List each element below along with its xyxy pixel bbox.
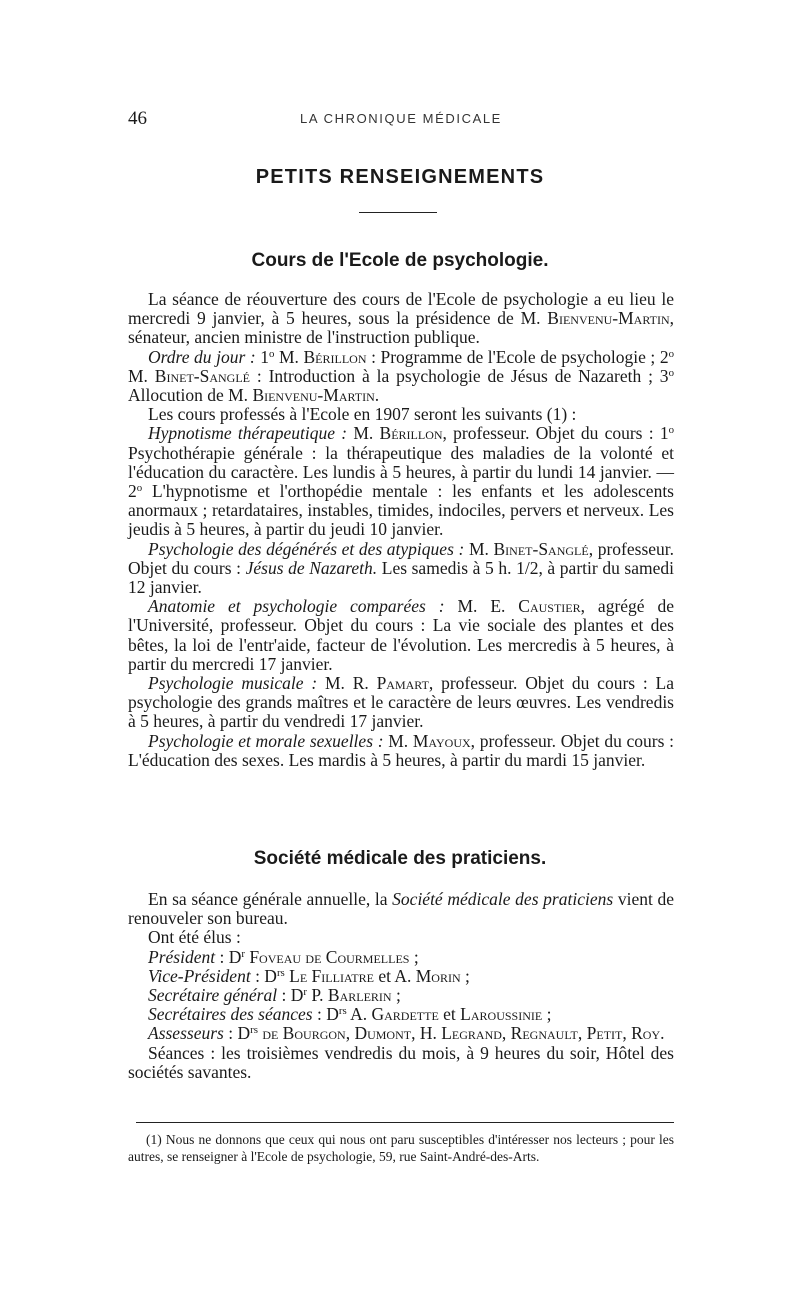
footnote-text: (1) Nous ne donnons que ceux qui nous ont paru susceptibles d'intéresser nos lecteurs ; pour les autres, se renseigner à l'Ecole de psychologie, 59, rue Saint-André-des-Arts.	[128, 1132, 674, 1164]
footnote-rule	[136, 1122, 674, 1123]
paragraph-president: Président : $D^r$ Foveau de Courmelles ;	[148, 946, 419, 967]
paragraph-anatomie: Anatomie et psychologie comparées : M. E. Caustier, agrégé de l'Université, professeur. Objet du cours : La vie sociale des plantes et des bêtes, la loi de l'entr'aide, facteur de l'évolution. Les mercredis à 5 heures, à partir du mercredi 17 janvier.	[128, 596, 674, 674]
paragraph-seances: Séances : les troisièmes vendredis du mois, à 9 heures du soir, Hôtel des sociétés savantes.	[128, 1042, 674, 1082]
section-heading-ecole-psychologie: Cours de l'Ecole de psychologie.	[251, 250, 549, 271]
paragraph-musicale: Psychologie musicale : M. R. Pamart, professeur. Objet du cours : La psychologie des grands maîtres et le caractère de leurs œuvres. Les vendredis à 5 heures, à partir du vendredi 17 janvier.	[128, 673, 675, 732]
page-number: 46	[128, 108, 147, 129]
paragraph-hypnotisme: Hypnotisme thérapeutique : M. Bérillon, professeur. Objet du cours : 1$^o$ Psychothérapie générale : la thérapeutique des maladies de la volonté et l'éducation du caractère. Les lundis à 5 heures, à partir du lundi 14 janvier. — 2$^o$ L'hypnotisme et l'orthopédie mentale : les enfants et les adolescents anormaux ; retardataires, instables, timides, indociles, pervers et nerveux. Les jeudis à 5 heures, à partir du jeudi 10 janvier.	[128, 423, 675, 540]
main-heading: PETITS RENSEIGNEMENTS	[255, 166, 545, 188]
paragraph-degeneres: Psychologie des dégénérés et des atypiques : M. Binet-Sanglé, professeur. Objet du cours : Jésus de Nazareth. Les samedis à 5 h. 1/2, à partir du samedi 12 janvier.	[128, 538, 675, 598]
section-heading-societe-medicale: Société médicale des praticiens.	[253, 848, 547, 869]
running-head	[128, 108, 674, 132]
paragraph-secretaires-seances: Secrétaires des séances : $D^{rs}$ A. Gardette et Laroussinie ;	[148, 1004, 552, 1025]
journal-title: LA CHRONIQUE MÉDICALE	[300, 111, 502, 126]
section-body-ecole-psychologie	[128, 290, 674, 770]
paragraph-assesseurs: Assesseurs : $D^{rs}$ de Bourgon, Dumont, H. Legrand, Regnault, Petit, Roy.	[148, 1023, 665, 1044]
paragraph-vice-president: Vice-Président : $D^{rs}$ Le Filliatre et A. Morin ;	[148, 965, 470, 986]
paragraph-secretaire-general: Secrétaire général : $D^r$ P. Barlerin ;	[148, 985, 401, 1006]
paragraph-reouverture: La séance de réouverture des cours de l'Ecole de psychologie a eu lieu le mercredi 9 janvier, à 5 heures, sous la présidence de M. Bienvenu-Martin, sénateur, ancien ministre de l'instruction publique.	[128, 289, 674, 348]
paragraph-seance-generale: En sa séance générale annuelle, la Société médicale des praticiens vient de renouveler son bureau.	[128, 889, 675, 929]
paragraph-morale-sexuelle: Psychologie et morale sexuelles : M. Mayoux, professeur. Objet du cours : L'éducation des sexes. Les mardis à 5 heures, à partir du mardi 15 janvier.	[128, 730, 674, 770]
paragraph-cours-1907: Les cours professés à l'Ecole en 1907 seront les suivants (1) :	[148, 404, 577, 425]
section-body-societe-medicale	[128, 890, 674, 1082]
footnote	[128, 1131, 674, 1165]
paragraph-ordre-du-jour: Ordre du jour : 1$^o$ M. Bérillon : Programme de l'Ecole de psychologie ; 2$^o$ M. Binet-Sanglé : Introduction à la psychologie de Jésus de Nazareth ; 3$^o$ Allocution de M. Bienvenu-Martin.	[128, 346, 675, 406]
paragraph-elus: Ont été élus :	[148, 927, 241, 948]
heading-rule	[359, 212, 437, 213]
